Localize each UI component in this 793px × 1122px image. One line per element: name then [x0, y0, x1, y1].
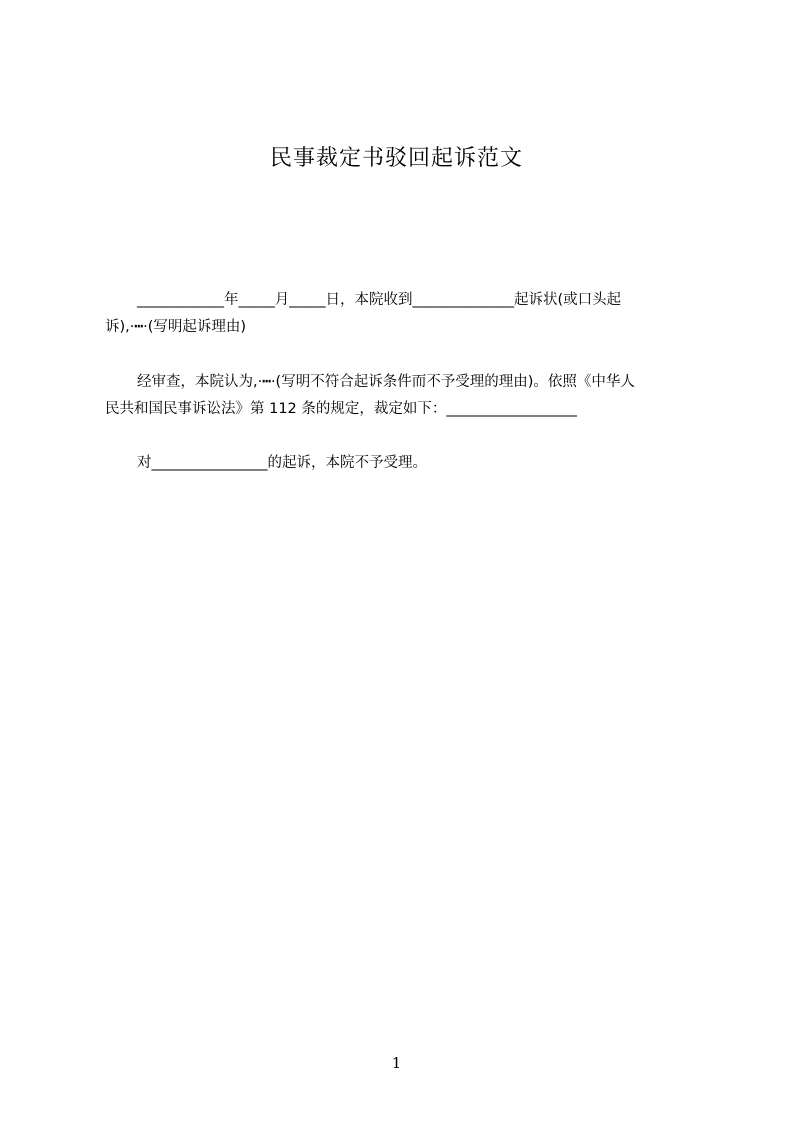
paragraph-receipt: [105, 287, 705, 341]
paragraph-line: 诉),·┅·(写明起诉理由): [105, 319, 247, 335]
paragraph-ruling: [105, 450, 705, 477]
paragraph-line: ____________年_____月_____日，本院收到______________起诉状(或口头起: [137, 292, 622, 308]
page-number: 1: [391, 1054, 402, 1072]
paragraph-line: 对________________的起诉，本院不予受理。: [137, 455, 427, 471]
paragraph-review: [105, 369, 705, 423]
paragraph-line: 民共和国民事诉讼法》第 112 条的规定，裁定如下：__________________: [105, 401, 577, 417]
document-title: 民事裁定书驳回起诉范文: [269, 146, 523, 171]
paragraph-line: 经审查，本院认为,·┅·(写明不符合起诉条件而不予受理的理由)。依照《中华人: [137, 374, 635, 390]
